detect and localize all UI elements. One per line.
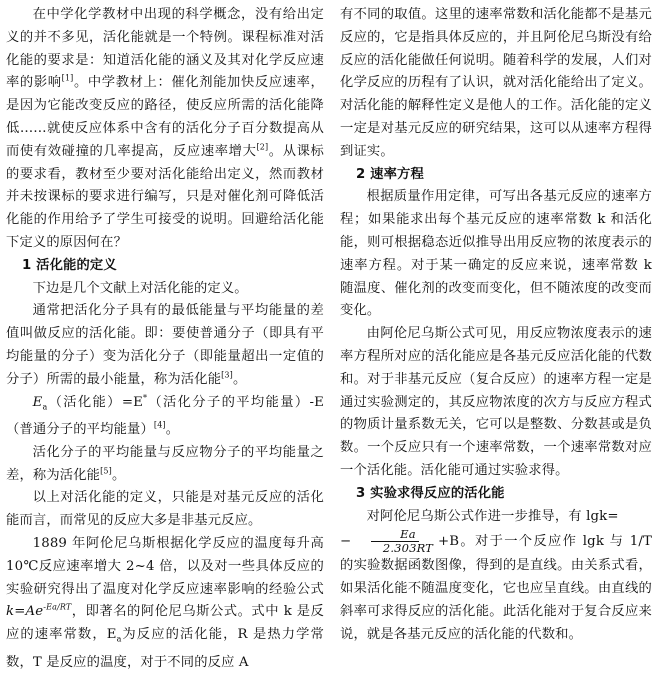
left-column	[6, 4, 324, 670]
section-heading-3: 3 实验求得反应的活化能	[355, 485, 505, 501]
definition-3-end: 。	[111, 467, 126, 483]
formula-e: E	[32, 394, 43, 410]
arrhenius-text-b: ，即著名的阿伦尼乌斯公式。式中 k 是反应的速率常数，E	[6, 604, 324, 643]
citation-4: [4]	[153, 420, 166, 430]
definition-intro: 下边是几个文献上对活化能的定义。	[32, 280, 248, 296]
fraction-numerator: Ea	[371, 528, 419, 542]
intro-text-b: 。中学教材上：催化剂能加快反应速率，是因为它能改变反应的路径，使反应所需的活化能降低……就使反应体系中含有的活化分子百分数提高从而使有效碰撞的几率提高，反应速率增大	[6, 75, 324, 159]
section-heading-2: 2 速率方程	[355, 166, 424, 182]
arrhenius-formula: k=Ae	[6, 604, 44, 620]
intro-text: 在中学化学教材中出现的科学概念，没有给出定义的并不多见，活化能就是一个特例。课程标准对活化能的要求是：知道活化能的涵义及其对化学反应速率的影响	[6, 7, 324, 91]
definition-1-end: 。	[232, 371, 247, 387]
intro-text-c: 。从课标的要求看，教材至少要对活化能给出定义，然而教材并未按课标的要求进行编写，只是对催化剂可降低活化能的作用给予了学生可接受的说明。回避给活化能下定义的原因何在？	[6, 143, 324, 250]
definition-formula	[6, 392, 324, 442]
formula-star: *	[142, 393, 148, 403]
formula-text-b: （活化能）=E	[47, 394, 143, 410]
citation-5: [5]	[100, 466, 112, 476]
intro-paragraph	[6, 4, 324, 255]
experiment-text-b: +B。对于一个反应作 lgk 与 1/T 的实验数据函数图像，得到的是直线。由关系式看，如果活化能不随温度变化，它也应呈直线。由直线的斜率可求得反应的活化能。此活化能对于复合反应来说，就是各基元反应的活化能的代数和。	[340, 534, 652, 642]
experiment-text-a: 对阿伦尼乌斯公式作进一步推导，有 lgk=	[366, 508, 619, 524]
arrhenius-exponent: -Ea/RT	[43, 602, 72, 612]
arrhenius-sub-a: a	[116, 634, 122, 644]
minus-sign: −	[340, 534, 352, 550]
definition-3-text: 活化分子的平均能量与反应物分子的平均能量之差，称为活化能	[6, 444, 324, 483]
arrhenius-text-a: 1889 年阿伦尼乌斯根据化学反应的温度每升高 10℃反应速率增大 2~4 倍，以及对一些具体反应的实验研究得出了温度对化学反应速率影响的经验公式	[6, 535, 324, 597]
arrhenius-text-c: 为反应的活化能，R 是热力学常数，T 是反应的温度，对于不同的反应 A	[6, 627, 324, 670]
formula-sub-a: a	[42, 402, 48, 412]
definition-summary: 以上对活化能的定义，只能是对基元反应的活化能而言，而常见的反应大多是非基元反应。	[6, 490, 324, 529]
formula-text-c: （活化分子的平均能量）-E（普通分子的平均能量）	[6, 394, 324, 437]
arrhenius-paragraph	[6, 533, 324, 674]
experiment-paragraph	[340, 506, 652, 647]
citation-1: [1]	[61, 73, 74, 83]
citation-3: [3]	[221, 370, 233, 380]
fraction-denominator: 2.303RT	[382, 541, 433, 556]
citation-2: [2]	[256, 142, 269, 152]
right-column	[340, 4, 652, 657]
section-heading-1: 1 活化能的定义	[21, 257, 117, 273]
definition-3	[6, 442, 324, 488]
activation-energy-fraction	[353, 528, 436, 555]
definition-1-text: 通常把活化分子具有的最低能量与平均能量的差值叫做反应的活化能。即：要使普通分子（即具有平均能量的分子）变为活化分子（即能量超出一定值的分子）所需的最小能量，称为活化能	[6, 303, 324, 387]
rate-paragraph-2: 由阿伦尼乌斯公式可见，用反应物浓度表示的速率方程所对应的活化能应是各基元反应活化能的代数和。对于非基元反应（复合反应）的速率方程一定是通过实验测定的，其反应物浓度的次方与反应方程式的物质计量系数无关，它可以是整数、分数甚或是负数。一个反应只有一个速率常数，一个速率常数对应一个活化能。活化能可通过实验求得。	[340, 326, 652, 478]
continued-paragraph: 有不同的取值。这里的速率常数和活化能都不是基元反应的，它是指具体反应的，并且阿伦尼乌斯没有给反应的活化能做任何说明。随着科学的发展，人们对化学反应的历程有了认识，就对活化能给出了定义。对活化能的解释性定义是他人的工作。活化能的定义一定是对基元反应的研究结果，这可以从速率方程得到证实。	[340, 7, 652, 159]
formula-end: 。	[165, 422, 180, 437]
definition-1	[6, 300, 324, 391]
rate-paragraph-1: 根据质量作用定律，可写出各基元反应的速率方程；如果能求出每个基元反应的速率常数 k 和活化能，则可根据稳态近似推导出用反应物的浓度表示的速率方程。对于某一确定的反应来说，速率常数 k 随温度、催化剂的改变而变化，但不随浓度的改变而变化。	[340, 189, 652, 319]
